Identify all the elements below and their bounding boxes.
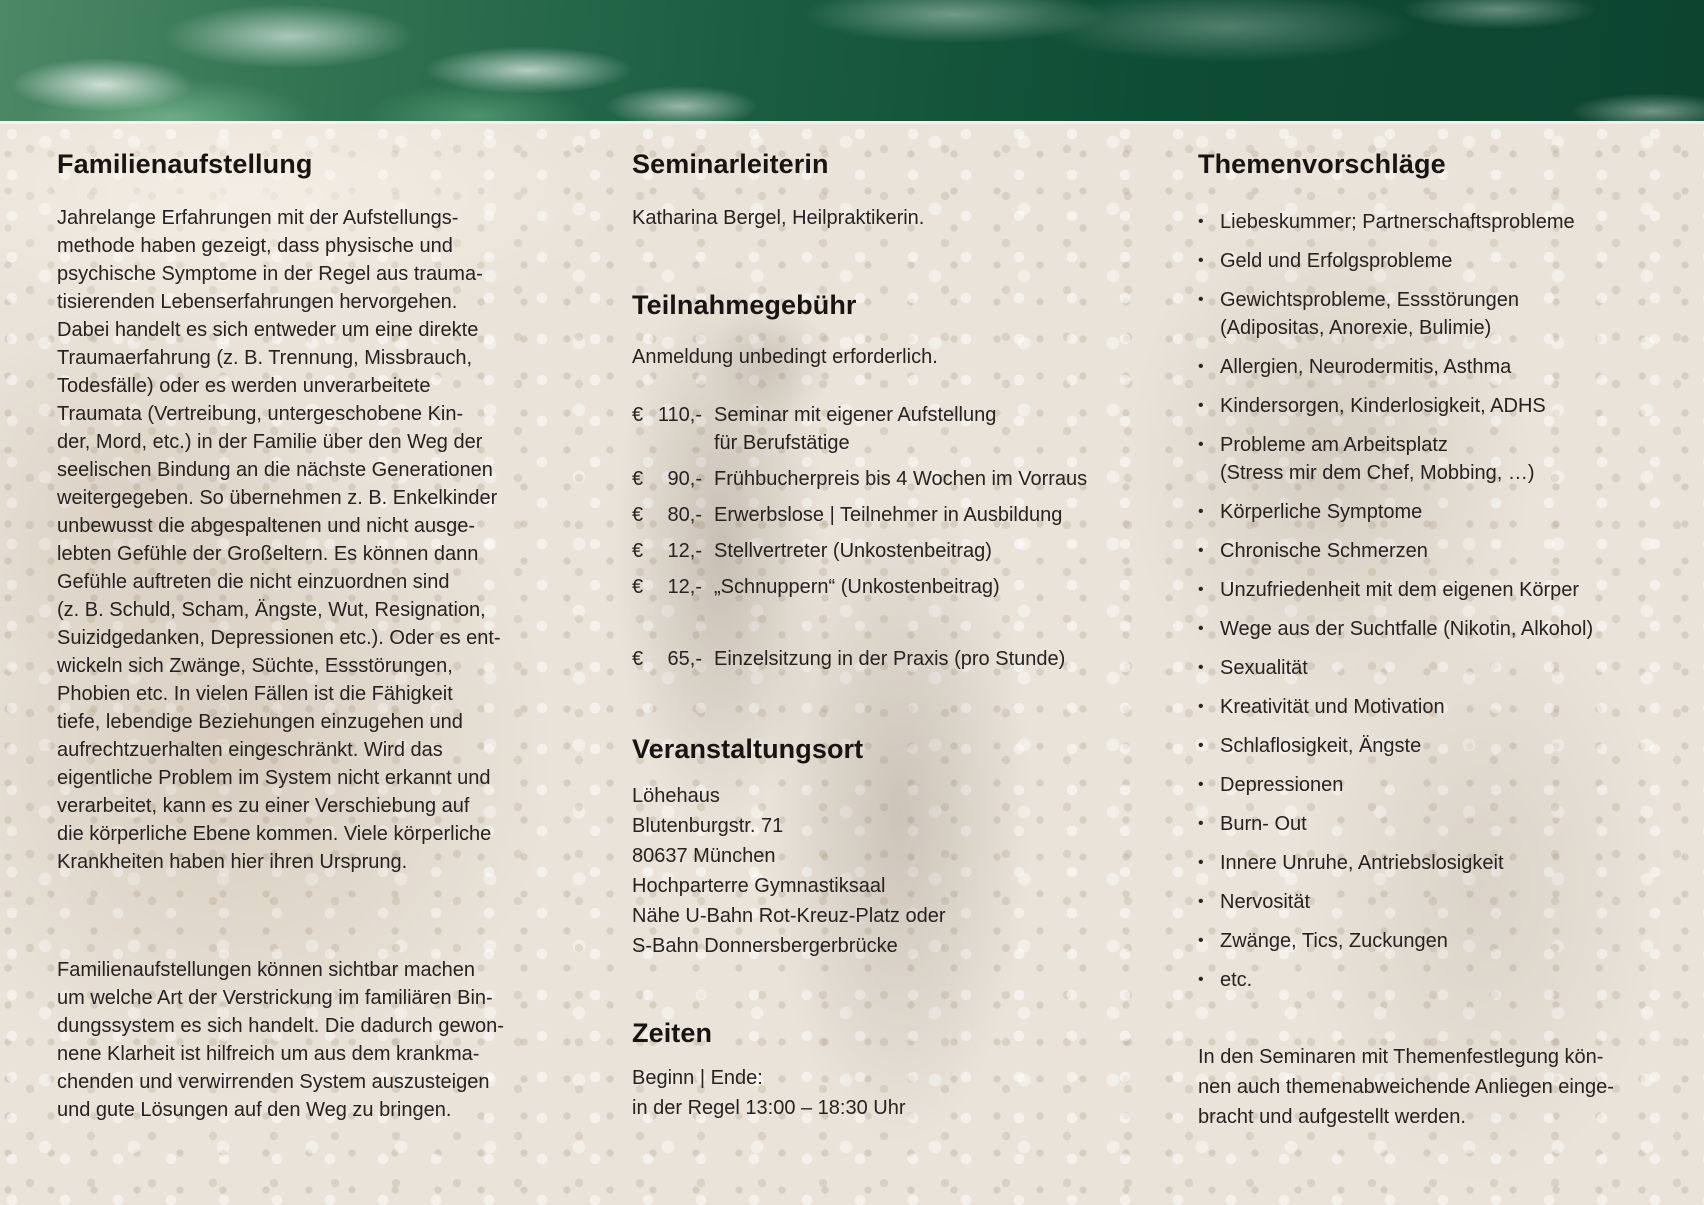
topic-item [1198, 771, 1628, 799]
price-row [632, 537, 1102, 565]
section-title-themenvorschlaege: Themenvorschläge [1198, 149, 1446, 179]
topic-text: Körperliche Symptome [1220, 501, 1423, 523]
topic-text: Sexualität [1220, 657, 1308, 679]
topic-text: Schlaflosigkeit, Ängste [1220, 735, 1422, 757]
topic-item [1198, 286, 1628, 342]
bullet-icon: • [1198, 659, 1204, 676]
bullet-icon: • [1198, 620, 1204, 637]
registration-note: Anmeldung unbedingt erforderlich. [632, 346, 938, 368]
currency-symbol: € [632, 404, 644, 426]
section-title-seminarleiterin: Seminarleiterin [632, 149, 829, 179]
topic-text: Liebeskummer; Partnerschaftsprobleme [1220, 211, 1575, 233]
topic-list [1198, 208, 1628, 994]
topic-text: Kindersorgen, Kinderlosigkeit, ADHS [1220, 395, 1546, 417]
topic-text: Innere Unruhe, Antriebslosigkeit [1220, 852, 1504, 874]
section-title-teilnahmegebuehr: Teilnahmegebühr [632, 290, 857, 320]
price-description: „Schnuppern“ (Unkostenbeitrag) [714, 576, 1000, 598]
intro-paragraph-2: Familienaufstellungen können sichtbar machen um welche Art der Verstrickung im familiären Bin- dungssystem es sich handelt. Die dadurch gewon- nene Klarheit ist hilfreich um aus dem krankma- chenden und verwirrenden System auszusteigen und gute Lösungen auf den Weg zu bringen. [57, 959, 504, 1121]
topic-text: Nervosität [1220, 891, 1311, 913]
topic-item [1198, 849, 1628, 877]
currency-symbol: € [632, 504, 644, 526]
price-description: Seminar mit eigener Aufstellung für Berufstätige [714, 404, 997, 454]
bullet-icon: • [1198, 854, 1204, 871]
bullet-icon: • [1198, 542, 1204, 559]
bullet-icon: • [1198, 893, 1204, 910]
topic-item [1198, 654, 1628, 682]
bullet-icon: • [1198, 213, 1204, 230]
bullet-icon: • [1198, 581, 1204, 598]
price-row [632, 401, 1102, 457]
topic-item [1198, 353, 1628, 381]
bullet-icon: • [1198, 815, 1204, 832]
price-description: Stellvertreter (Unkostenbeitrag) [714, 540, 992, 562]
bullet-icon: • [1198, 971, 1204, 988]
times-text: Beginn | Ende: in der Regel 13:00 – 18:30 Uhr [632, 1067, 906, 1119]
bullet-icon: • [1198, 291, 1204, 308]
price-row [632, 573, 1102, 601]
currency-symbol: € [632, 540, 644, 562]
page-title: Familienaufstellung [57, 149, 313, 179]
bullet-icon: • [1198, 358, 1204, 375]
bullet-icon: • [1198, 397, 1204, 414]
topic-item [1198, 966, 1628, 994]
topic-text: Zwänge, Tics, Zuckungen [1220, 930, 1448, 952]
price-list [632, 401, 1102, 673]
topic-text: Kreativität und Motivation [1220, 696, 1445, 718]
price-description: Erwerbslose | Teilnehmer in Ausbildung [714, 504, 1063, 526]
topic-text: Burn- Out [1220, 813, 1307, 835]
column-familienaufstellung [57, 146, 587, 1124]
closing-note: In den Seminaren mit Themenfestlegung kön- nen auch themenabweichende Anliegen einge- bracht und aufgestellt werden. [1198, 1046, 1614, 1128]
topic-item [1198, 247, 1628, 275]
price-description: Einzelsitzung in der Praxis (pro Stunde) [714, 648, 1066, 670]
currency-symbol: € [632, 576, 644, 598]
topic-item [1198, 927, 1628, 955]
bullet-icon: • [1198, 436, 1204, 453]
intro-paragraph-1: Jahrelange Erfahrungen mit der Aufstellungs- methode haben gezeigt, dass physische und psychische Symptome in der Regel aus trauma- tisierenden Lebenserfahrungen hervorgehen. Dabei handelt es sich entweder um eine direkte Traumaerfahrung (z. B. Trennung, Missbrauch, Todesfälle) oder es werden unverarbeitete Traumata (Vertreibung, untergeschobene Kin- der, Mord, etc.) in der Familie über den Weg der seelischen Bindung an die nächste Generationen weitergegeben. So übernehmen z. B. Enkelkinder unbewusst die abgespaltenen und nicht ausge- lebten Gefühle der Großeltern. Es können dann Gefühle auftreten die nicht einzuordnen sind (z. B. Schuld, Scham, Ängste, Wut, Resignation, Suizidgedanken, Depressionen etc.). Oder es ent- wickeln sich Zwänge, Süchte, Essstörungen, Phobien etc. In vielen Fällen ist die Fähigkeit tiefe, lebendige Beziehungen einzugehen und aufrechtzuerhalten eingeschränkt. Wird das eigentliche Problem im System nicht erkannt und verarbeitet, kann es zu einer Verschiebung auf die körperliche Ebene kommen. Viele körperliche Krankheiten haben hier ihren Ursprung. [57, 207, 501, 873]
topic-item [1198, 810, 1628, 838]
currency-symbol: € [632, 648, 644, 670]
topic-text: Depressionen [1220, 774, 1344, 796]
bullet-icon: • [1198, 932, 1204, 949]
topic-item [1198, 392, 1628, 420]
section-title-zeiten: Zeiten [632, 1018, 713, 1048]
bullet-icon: • [1198, 252, 1204, 269]
topic-text: Wege aus der Suchtfalle (Nikotin, Alkohol) [1220, 618, 1594, 640]
topic-text: Unzufriedenheit mit dem eigenen Körper [1220, 579, 1580, 601]
price-amount: 80,- [667, 504, 702, 526]
price-row [632, 501, 1102, 529]
topic-text: Geld und Erfolgsprobleme [1220, 250, 1453, 272]
water-photo-banner [0, 0, 1704, 124]
price-amount: 12,- [667, 576, 702, 598]
price-amount: 65,- [667, 648, 702, 670]
topic-item [1198, 615, 1628, 643]
price-amount: 110,- [657, 404, 702, 426]
topic-item [1198, 693, 1628, 721]
bullet-icon: • [1198, 698, 1204, 715]
topic-text: Chronische Schmerzen [1220, 540, 1428, 562]
bullet-icon: • [1198, 776, 1204, 793]
topic-item [1198, 431, 1628, 487]
price-description: Frühbucherpreis bis 4 Wochen im Vorraus [714, 468, 1088, 490]
topic-text: Probleme am Arbeitsplatz (Stress mir dem Chef, Mobbing, …) [1220, 434, 1535, 484]
price-row-single-session [632, 645, 1102, 673]
topic-item [1198, 576, 1628, 604]
bullet-icon: • [1198, 737, 1204, 754]
price-amount: 12,- [667, 540, 702, 562]
topic-text: etc. [1220, 969, 1253, 991]
topic-item [1198, 208, 1628, 236]
bullet-icon: • [1198, 503, 1204, 520]
price-row [632, 465, 1102, 493]
venue-address: Löhehaus Blutenburgstr. 71 80637 München Hochparterre Gymnastiksaal Nähe U-Bahn Rot-Kreuz-Platz oder S-Bahn Donnersbergerbrücke [632, 785, 946, 957]
column-themenvorschlaege [1198, 146, 1628, 1152]
topic-text: Gewichtsprobleme, Essstörungen (Adipositas, Anorexie, Bulimie) [1220, 289, 1520, 339]
topic-item [1198, 498, 1628, 526]
section-title-veranstaltungsort: Veranstaltungsort [632, 734, 864, 764]
topic-text: Allergien, Neurodermitis, Asthma [1220, 356, 1512, 378]
topic-item [1198, 732, 1628, 760]
topic-item [1198, 888, 1628, 916]
currency-symbol: € [632, 468, 644, 490]
column-seminar-info [632, 146, 1102, 1123]
topic-item [1198, 537, 1628, 565]
seminar-leader-name: Katharina Bergel, Heilpraktikerin. [632, 207, 925, 229]
price-amount: 90,- [667, 468, 702, 490]
